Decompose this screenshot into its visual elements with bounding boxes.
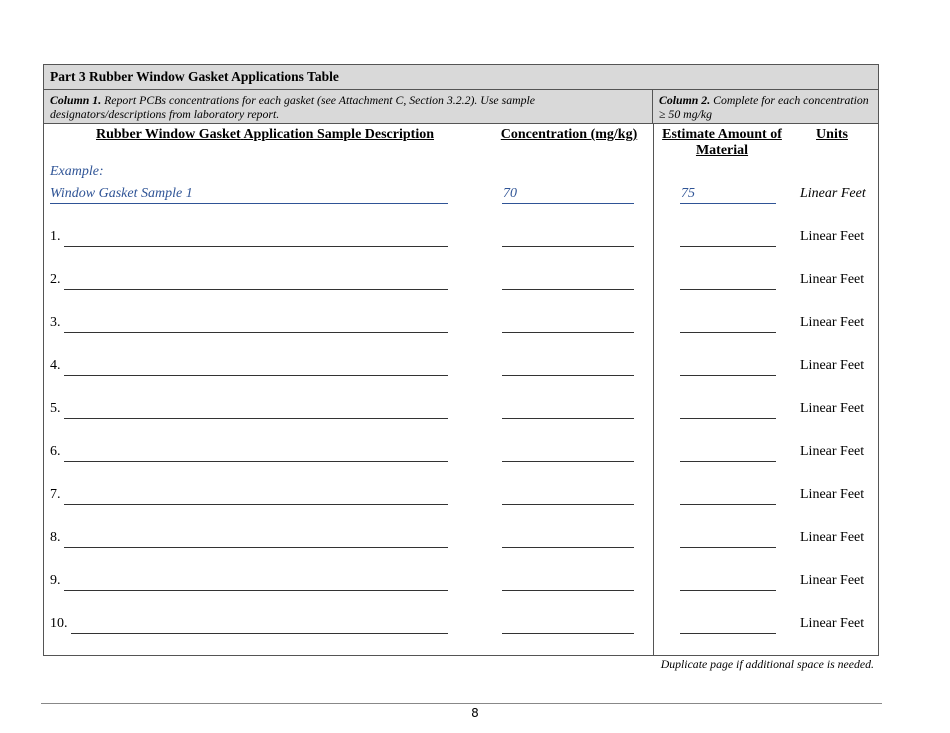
entry-row (44, 358, 878, 378)
entry-row (44, 573, 878, 593)
unit-label: Linear Feet (800, 573, 865, 588)
concentration-field[interactable] (502, 461, 634, 462)
concentration-field[interactable] (502, 633, 634, 634)
header-estimate-line2: Material (695, 143, 749, 158)
column2-text: Complete for each concentration ≥ 50 mg/kg (659, 93, 869, 121)
example-label: Example: (50, 164, 104, 179)
row-number: 10. (50, 616, 68, 631)
amount-field[interactable] (680, 547, 776, 548)
concentration-field[interactable] (502, 547, 634, 548)
row-number: 1. (50, 229, 61, 244)
amount-field[interactable] (680, 418, 776, 419)
example-amount-line (680, 203, 776, 204)
header-estimate-line1: Estimate Amount of (662, 127, 782, 142)
unit-label: Linear Feet (800, 358, 865, 373)
description-field[interactable] (71, 633, 448, 634)
concentration-field[interactable] (502, 590, 634, 591)
column1-instructions (44, 90, 653, 124)
description-field[interactable] (64, 504, 448, 505)
row-number: 3. (50, 315, 61, 330)
entry-row (44, 444, 878, 464)
row-number: 2. (50, 272, 61, 287)
header-units: Units (816, 127, 848, 142)
gasket-applications-table (43, 64, 879, 656)
amount-field[interactable] (680, 375, 776, 376)
concentration-field[interactable] (502, 246, 634, 247)
entry-row (44, 315, 878, 335)
row-number: 7. (50, 487, 61, 502)
amount-field[interactable] (680, 246, 776, 247)
unit-label: Linear Feet (800, 401, 865, 416)
amount-field[interactable] (680, 633, 776, 634)
concentration-field[interactable] (502, 375, 634, 376)
example-row (44, 186, 878, 206)
example-description-line (50, 203, 448, 204)
concentration-field[interactable] (502, 332, 634, 333)
description-field[interactable] (64, 289, 448, 290)
row-number: 4. (50, 358, 61, 373)
entry-row (44, 530, 878, 550)
example-concentration-line (502, 203, 634, 204)
description-field[interactable] (64, 590, 448, 591)
unit-label: Linear Feet (800, 444, 865, 459)
header-description (90, 127, 440, 143)
description-field[interactable] (64, 547, 448, 548)
footer-divider (41, 703, 882, 704)
row-number: 6. (50, 444, 61, 459)
unit-label: Linear Feet (800, 530, 865, 545)
example-amount: 75 (681, 186, 695, 201)
amount-field[interactable] (680, 590, 776, 591)
column1-text: Report PCBs concentrations for each gasket (see Attachment C, Section 3.2.2). Use sample designators/descriptions from laboratory report. (50, 93, 536, 121)
row-number: 8. (50, 530, 61, 545)
unit-label: Linear Feet (800, 487, 865, 502)
entry-row (44, 229, 878, 249)
amount-field[interactable] (680, 461, 776, 462)
unit-label: Linear Feet (800, 315, 865, 330)
column2-instructions (653, 90, 878, 124)
entry-row (44, 401, 878, 421)
row-number: 9. (50, 573, 61, 588)
header-description-part2: Application Sample Description (243, 127, 435, 142)
amount-field[interactable] (680, 504, 776, 505)
header-description-part1: Rubber Window Gasket (95, 127, 241, 142)
entry-row (44, 487, 878, 507)
unit-label: Linear Feet (800, 272, 865, 287)
description-field[interactable] (64, 418, 448, 419)
example-unit: Linear Feet (800, 186, 866, 201)
header-estimate-amount (656, 127, 788, 159)
description-field[interactable] (64, 375, 448, 376)
table-title: Part 3 Rubber Window Gasket Applications Table (44, 65, 878, 90)
header-concentration: Concentration (mg/kg) (500, 127, 638, 142)
description-field[interactable] (64, 332, 448, 333)
description-field[interactable] (64, 246, 448, 247)
column1-label: Column 1. (50, 93, 102, 107)
duplicate-page-note: Duplicate page if additional space is needed. (660, 657, 874, 671)
amount-field[interactable] (680, 332, 776, 333)
row-number: 5. (50, 401, 61, 416)
page-number: 8 (471, 706, 479, 720)
concentration-field[interactable] (502, 418, 634, 419)
unit-label: Linear Feet (800, 616, 865, 631)
example-description: Window Gasket Sample 1 (50, 186, 193, 201)
entry-row (44, 272, 878, 292)
concentration-field[interactable] (502, 504, 634, 505)
column2-label: Column 2. (659, 93, 711, 107)
concentration-field[interactable] (502, 289, 634, 290)
unit-label: Linear Feet (800, 229, 865, 244)
entry-row (44, 616, 878, 636)
example-concentration: 70 (503, 186, 517, 201)
amount-field[interactable] (680, 289, 776, 290)
description-field[interactable] (64, 461, 448, 462)
